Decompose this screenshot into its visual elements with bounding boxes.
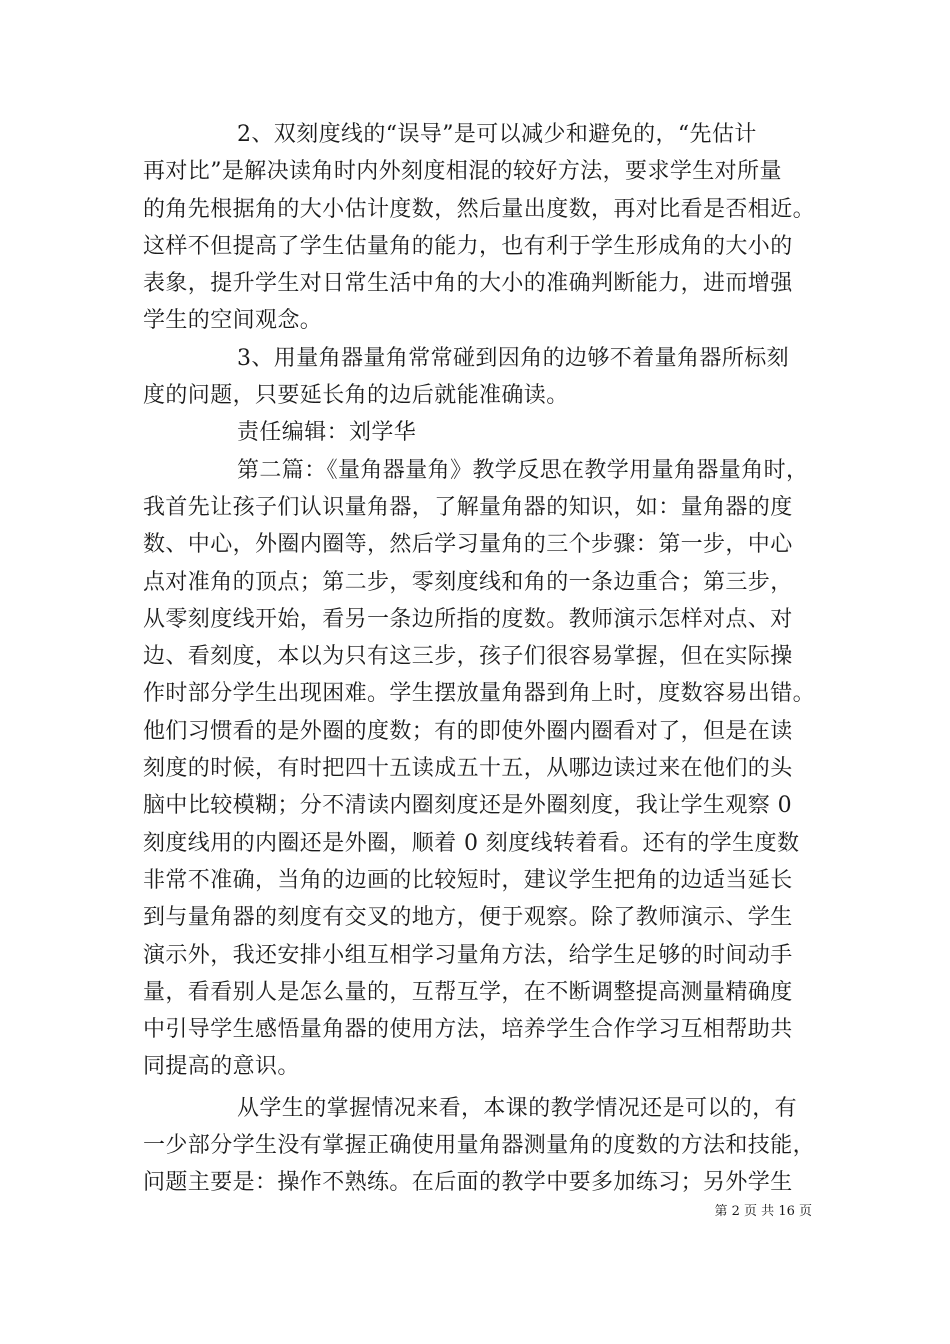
text-line: 边、看刻度，本以为只有这三步，孩子们很容易掌握，但在实际操	[143, 644, 793, 670]
text-line: 从学生的掌握情况来看，本课的教学情况还是可以的，有	[237, 1095, 798, 1121]
text-line: 中引导学生感悟量角器的使用方法，培养学生合作学习互相帮助共	[143, 1017, 793, 1043]
text-line: 的角先根据角的大小估计度数，然后量出度数，再对比看是否相近。	[143, 196, 816, 222]
text-line: 2、双刻度线的“误导”是可以减少和避免的，“先估计	[237, 122, 757, 147]
text-line: 我首先让孩子们认识量角器，了解量角器的知识，如：量角器的度	[143, 494, 793, 520]
text-line: 问题主要是：操作不熟练。在后面的教学中要多加练习；另外学生	[143, 1170, 793, 1196]
text-line: 非常不准确，当角的边画的比较短时，建议学生把角的边适当延长	[143, 867, 793, 893]
text-line: 再对比”是解决读角时内外刻度相混的较好方法，要求学生对所量	[143, 159, 782, 185]
text-line: 他们习惯看的是外圈的度数；有的即使外圈内圈看对了，但是在读	[143, 718, 793, 744]
text-line: 演示外，我还安排小组互相学习量角方法，给学生足够的时间动手	[143, 942, 793, 968]
text-line: 数、中心，外圈内圈等，然后学习量角的三个步骤：第一步，中心	[143, 532, 793, 558]
text-line: 刻度线用的内圈还是外圈，顺着 0 刻度线转着看。还有的学生度数	[143, 830, 800, 856]
text-line: 3、用量角器量角常常碰到因角的边够不着量角器所标刻	[237, 345, 789, 371]
page-number: 第 2 页 共 16 页	[714, 1204, 812, 1219]
section-heading-line: 第二篇：《量角器量角》教学反思在教学用量角器量角时，	[237, 457, 809, 483]
text-line: 度的问题，只要延长角的边后就能准确读。	[143, 383, 569, 409]
text-line: 表象，提升学生对日常生活中角的大小的准确判断能力，进而增强	[143, 271, 793, 297]
text-line: 脑中比较模糊；分不清读内圈刻度还是外圈刻度，我让学生观察 0	[143, 793, 792, 819]
text-line: 学生的空间观念。	[143, 308, 323, 334]
editor-credit: 责任编辑：刘学华	[237, 420, 417, 446]
text-line: 量，看看别人是怎么量的，互帮互学，在不断调整提高测量精确度	[143, 979, 793, 1005]
text-line: 从零刻度线开始，看另一条边所指的度数。教师演示怎样对点、对	[143, 606, 793, 632]
text-line: 这样不但提高了学生估量角的能力，也有利于学生形成角的大小的	[143, 233, 793, 259]
document-body	[143, 116, 816, 1202]
text-line: 刻度的时候，有时把四十五读成五十五，从哪边读过来在他们的头	[143, 756, 793, 782]
text-line: 到与量角器的刻度有交叉的地方，便于观察。除了教师演示、学生	[143, 905, 793, 931]
text-line: 作时部分学生出现困难。学生摆放量角器到角上时，度数容易出错。	[143, 681, 816, 707]
text-line: 同提高的意识。	[143, 1054, 300, 1080]
text-line: 一少部分学生没有掌握正确使用量角器测量角的度数的方法和技能，	[143, 1133, 816, 1159]
text-line: 点对准角的顶点；第二步，零刻度线和角的一条边重合；第三步，	[143, 569, 793, 595]
